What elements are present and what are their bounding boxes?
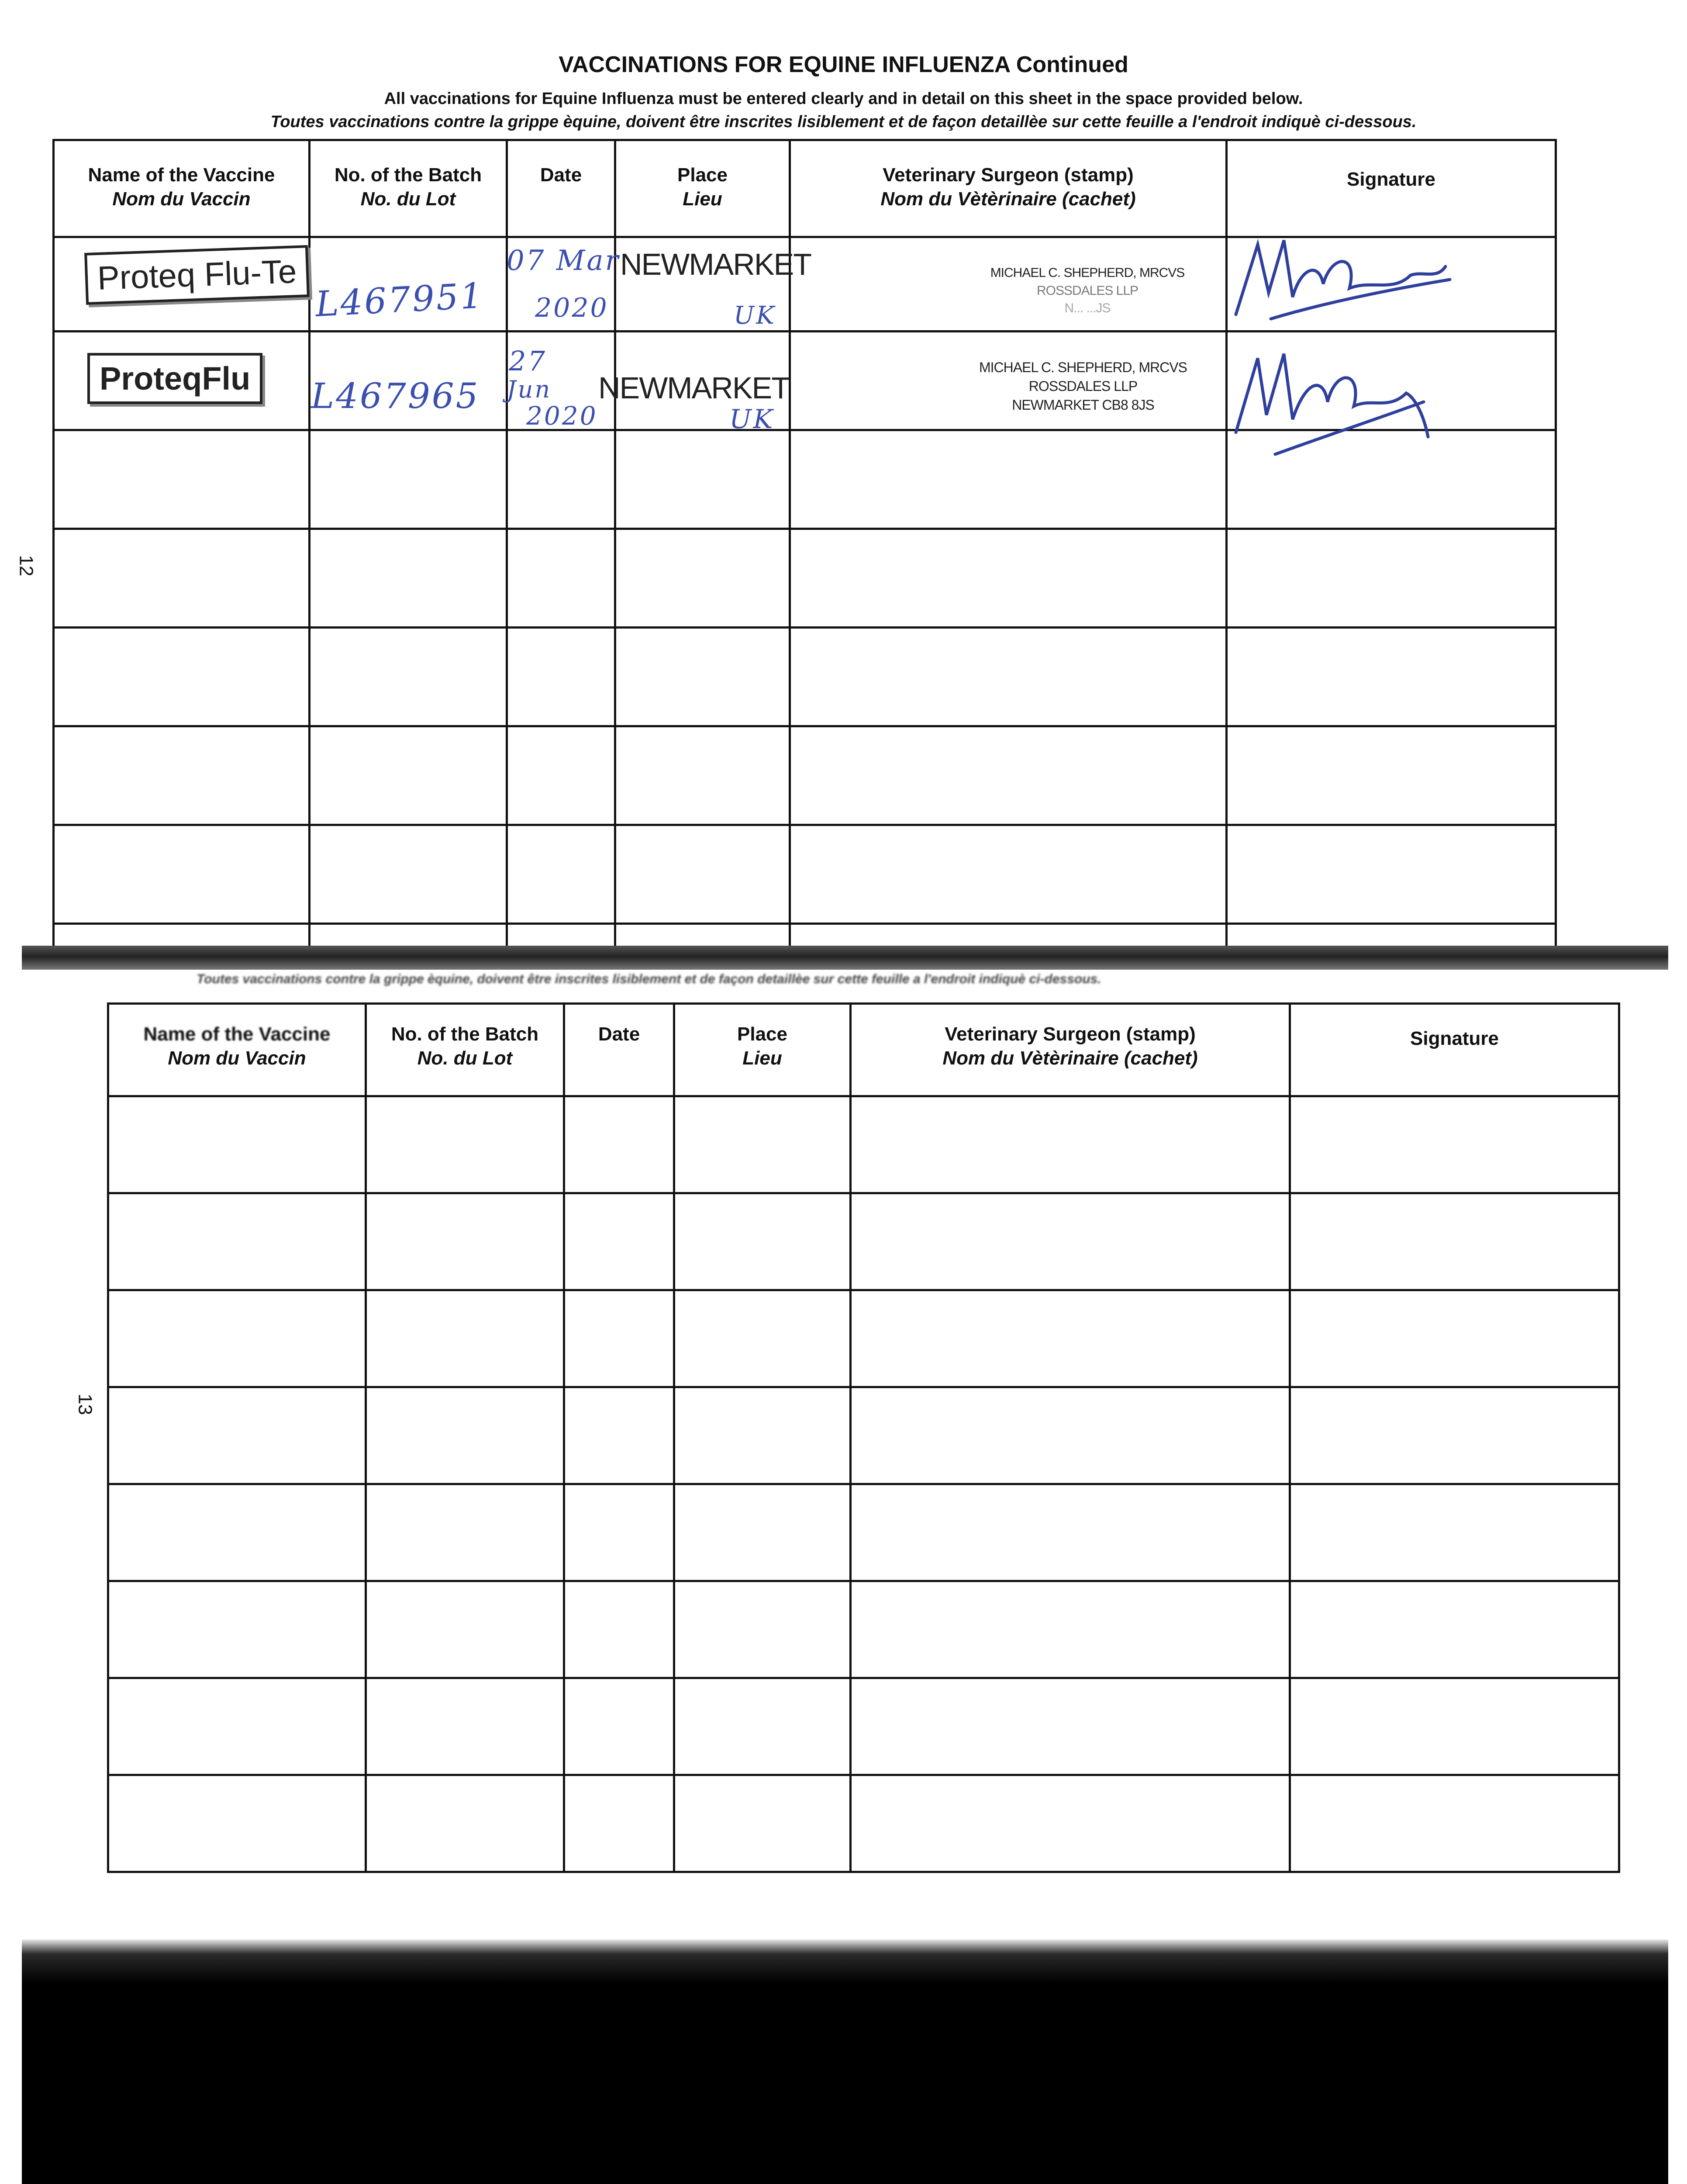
date-2-day: 27 bbox=[509, 345, 547, 377]
date-1-year: 2020 bbox=[535, 293, 609, 323]
table-header-row bbox=[54, 140, 1556, 237]
column-header-batch: No. of the Batch No. du Lot bbox=[310, 140, 507, 237]
column-header-batch: No. of the Batch No. du Lot bbox=[366, 1004, 564, 1096]
vet-stamp-1-address: N... ...JS bbox=[1064, 301, 1111, 315]
column-header-date: Date bbox=[507, 140, 615, 237]
date-2-month: Jun bbox=[507, 376, 552, 403]
page-number-12: 12 bbox=[15, 555, 37, 577]
page-fold bbox=[22, 946, 1668, 970]
table-row bbox=[108, 1775, 1619, 1872]
vet-stamp-2-name: MICHAEL C. SHEPHERD, MRCVS bbox=[979, 359, 1187, 375]
table-row bbox=[54, 628, 1556, 726]
place-stamp-1: NEWMARKET bbox=[620, 247, 811, 281]
table-row bbox=[108, 1678, 1619, 1775]
vet-stamp-2-practice: ROSSDALES LLP bbox=[1028, 378, 1138, 394]
blurred-instructions: Toutes vaccinations contre la grippe èquine, doivent être inscrites lisiblement et de façon detaillèe sur cette feuille a l'endroit indiquè ci-dessous. bbox=[197, 972, 1101, 986]
table-row bbox=[54, 529, 1556, 628]
vaccine-stamp-1: Proteq Flu-Te bbox=[84, 245, 310, 305]
table-row bbox=[108, 1581, 1619, 1678]
table-row bbox=[108, 1096, 1619, 1193]
table-row bbox=[108, 1193, 1619, 1290]
vaccine-stamp-2: ProteqFlu bbox=[87, 353, 262, 404]
signature-2 bbox=[1223, 332, 1450, 463]
signature-1 bbox=[1227, 227, 1454, 332]
page-title: VACCINATIONS FOR EQUINE INFLUENZA Continued bbox=[559, 52, 1128, 77]
instructions-english: All vaccinations for Equine Influenza must be entered clearly and in detail on this sheet in the space provided below. bbox=[384, 90, 1303, 108]
table-header-row bbox=[108, 1004, 1619, 1096]
column-header-place: Place Lieu bbox=[674, 1004, 851, 1096]
place-stamp-2: NEWMARKET bbox=[598, 371, 789, 405]
table-row bbox=[108, 1484, 1619, 1581]
column-header-signature: Signature bbox=[1290, 1004, 1619, 1096]
column-header-vet: Veterinary Surgeon (stamp) Nom du Vètèrinaire (cachet) bbox=[851, 1004, 1290, 1096]
table-row bbox=[108, 1290, 1619, 1387]
country-1: UK bbox=[734, 301, 776, 330]
page-number-13: 13 bbox=[74, 1393, 96, 1415]
column-header-vaccine: Name of the Vaccine Nom du Vaccin bbox=[54, 140, 310, 237]
table-row bbox=[54, 825, 1556, 924]
vet-stamp-1-name: MICHAEL C. SHEPHERD, MRCVS bbox=[990, 266, 1185, 280]
vet-stamp-2 bbox=[939, 358, 1227, 415]
column-header-vaccine: Name of the Vaccine Nom du Vaccin bbox=[108, 1004, 366, 1096]
batch-number-2: L467965 bbox=[311, 376, 480, 416]
column-header-date: Date bbox=[564, 1004, 674, 1096]
vet-stamp-1 bbox=[948, 264, 1227, 318]
column-header-vet: Veterinary Surgeon (stamp) Nom du Vètèrinaire (cachet) bbox=[790, 140, 1227, 237]
column-header-place: Place Lieu bbox=[615, 140, 790, 237]
vaccination-table-page-13 bbox=[107, 1002, 1620, 1873]
table-row bbox=[54, 726, 1556, 825]
date-1-day-month: 07 Mar bbox=[507, 245, 621, 277]
vet-stamp-1-practice: ROSSDALES LLP bbox=[1036, 283, 1138, 298]
date-2-year: 2020 bbox=[526, 401, 598, 431]
column-header-signature: Signature bbox=[1227, 140, 1556, 237]
batch-number-1: L467951 bbox=[314, 275, 485, 325]
table-row bbox=[108, 1387, 1619, 1484]
country-2: UK bbox=[729, 404, 775, 435]
instructions-french: Toutes vaccinations contre la grippe èquine, doivent être inscrites lisiblement et de façon detaillèe sur cette feuille a l'endroit indiquè ci-dessous. bbox=[270, 113, 1417, 131]
vet-stamp-2-address: NEWMARKET CB8 8JS bbox=[1012, 397, 1154, 413]
scanner-edge bbox=[22, 1939, 1668, 2184]
